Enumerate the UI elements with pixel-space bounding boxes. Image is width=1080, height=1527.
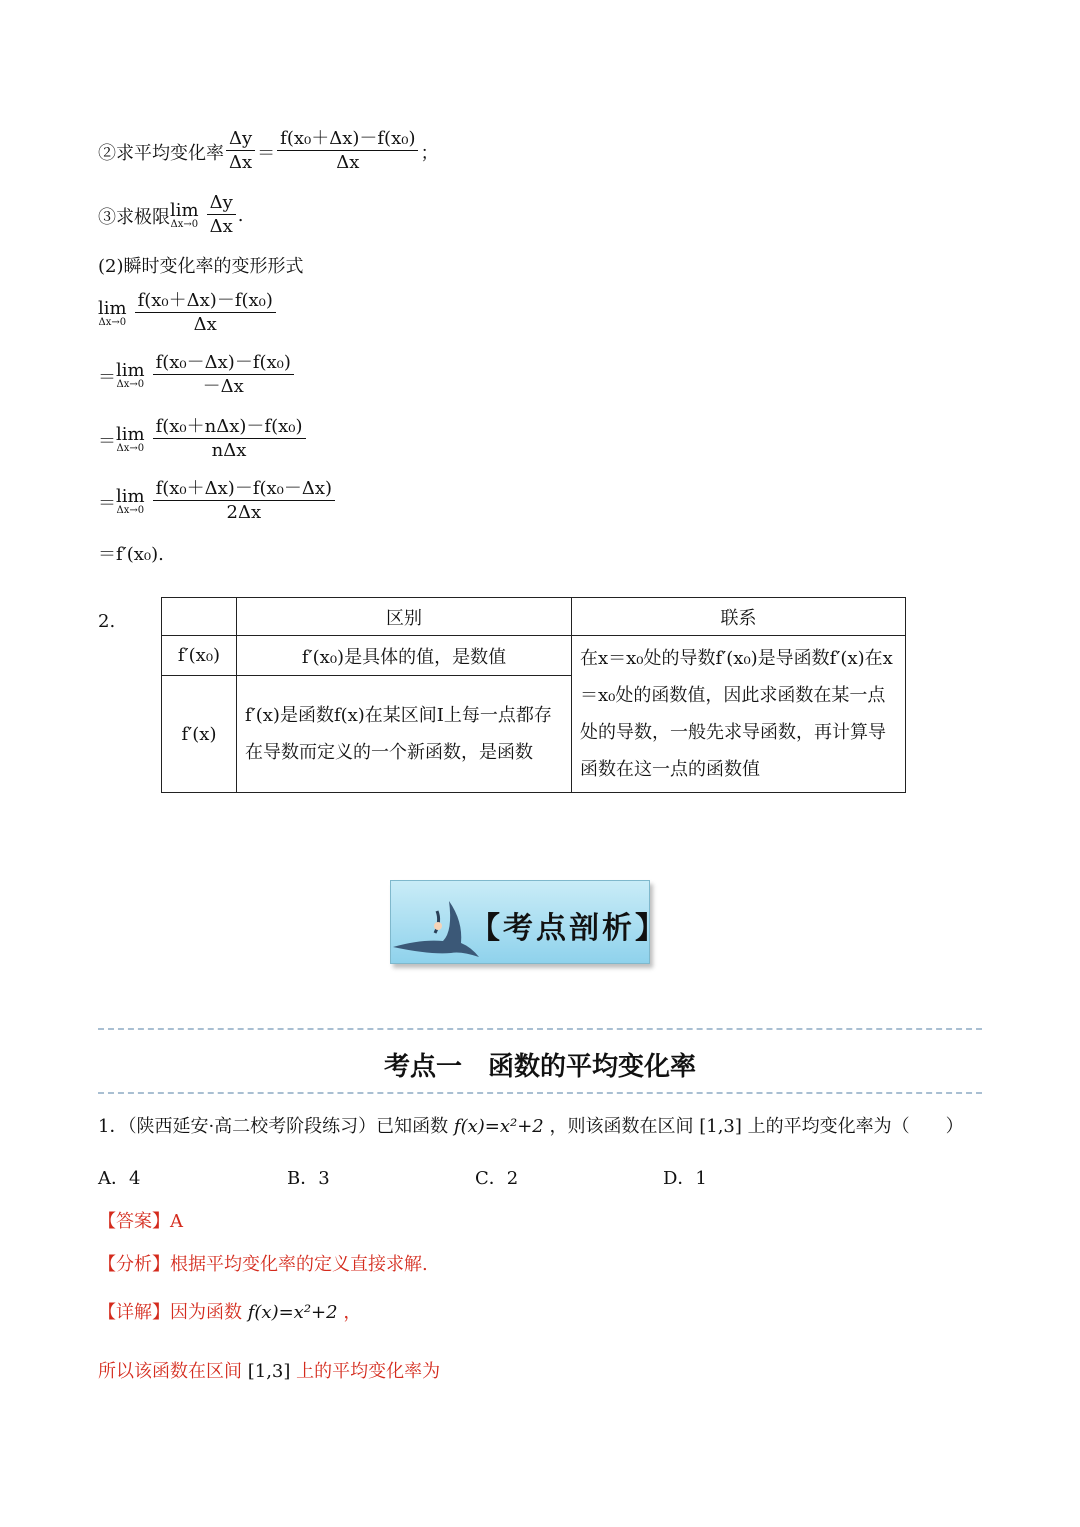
item-number: 2.	[98, 611, 116, 632]
option-a[interactable]: A．4	[98, 1168, 141, 1189]
option-d[interactable]: D．1	[663, 1168, 707, 1189]
swordfish-icon	[391, 881, 481, 963]
function-expression: f(x)=x²+2	[453, 1116, 544, 1137]
subsection-title: (2)瞬时变化率的变形形式	[98, 256, 304, 277]
option-b[interactable]: B．3	[287, 1168, 330, 1189]
limit-symbol: lim Δx→0	[116, 485, 145, 516]
step3-label: ③求极限	[98, 206, 170, 228]
function-expression: f(x)=x²+2	[247, 1302, 338, 1323]
step2-line: ②求平均变化率 $\frac{\Delta y}{\Delta x}$ ＝ $\frac{\text{f(x₀＋Δx)－f(x₀)}}{\Delta x}$ ；	[98, 128, 439, 173]
limit-fraction: $\frac{\Delta y}{\Delta x}$	[207, 192, 236, 239]
interval: [1,3]	[699, 1116, 742, 1137]
conclusion-line: 所以该函数在区间 [1,3] 上的平均变化率为	[98, 1361, 441, 1382]
analysis-line: 【分析】根据平均变化率的定义直接求解.	[98, 1254, 428, 1275]
limit-symbol: lim Δx→0	[170, 199, 199, 230]
limit-form-4: ＝ lim Δx→0 $\frac{\text{f(x₀＋Δx)－f(x₀－Δx)}}{2\Delta x}$	[98, 478, 337, 525]
step3-line: ③求极限 lim Δx→0 $\frac{\Delta y}{\Delta x}$ .	[98, 192, 244, 237]
step2-label: ②求平均变化率	[98, 142, 224, 164]
table-corner-cell	[162, 598, 237, 636]
limit-symbol: lim Δx→0	[116, 359, 145, 390]
row-diff-f-prime-x: f′(x)是函数f(x)在某区间I上每一点都存在导数而定义的一个新函数，是函数	[237, 676, 572, 793]
dy-dx-fraction: $\frac{\Delta y}{\Delta x}$	[226, 128, 255, 175]
limit-form-3: ＝ lim Δx→0 $\frac{\text{f(x₀＋nΔx)－f(x₀)}}{\text{nΔx}}$	[98, 416, 308, 463]
limit-form-1-fraction: $\frac{\text{f(x₀＋Δx)－f(x₀)}}{\Delta x}$	[135, 290, 276, 337]
section-title: 考点一 函数的平均变化率	[383, 1052, 696, 1082]
row-diff-f-prime-x0: f′(x₀)是具体的值，是数值	[237, 636, 572, 676]
table-header-difference: 区别	[237, 598, 572, 636]
limit-form-1	[98, 290, 278, 337]
comparison-table	[161, 597, 906, 793]
option-c[interactable]: C．2	[475, 1168, 519, 1189]
derivative-result: ＝f′(x₀).	[98, 544, 164, 565]
avg-rate-fraction: $\frac{\text{f(x₀＋Δx)－f(x₀)}}{\Delta x}$	[277, 128, 418, 175]
limit-form-2-fraction: $\frac{\text{f(x₀－Δx)－f(x₀)}}{-\Delta x}$	[153, 352, 294, 399]
interval: [1,3]	[247, 1361, 291, 1382]
relation-cell: 在x＝x₀处的导数f′(x₀)是导函数f′(x)在x＝x₀处的函数值，因此求函数在某一点处的导数，一般先求导函数，再计算导函数在这一点的函数值	[572, 636, 906, 793]
banner-title: 【考点剖析】	[470, 911, 668, 946]
divider-bottom	[98, 1092, 982, 1094]
detail-line: 【详解】因为函数 f(x)=x²+2 ，	[98, 1302, 362, 1323]
answer-line: 【答案】A	[98, 1211, 183, 1232]
limit-symbol: lim Δx→0	[116, 423, 145, 454]
limit-form-4-fraction: $\frac{\text{f(x₀＋Δx)－f(x₀－Δx)}}{2\Delta x}$	[153, 478, 335, 525]
question-stem: 1．（陕西延安·高二校考阶段练习）已知函数 f(x)=x²+2 ，则该函数在区间 [1,3] 上的平均变化率为（ ）	[98, 1116, 964, 1137]
table-header-relation: 联系	[572, 598, 906, 636]
row-label-f-prime-x: f′(x)	[162, 676, 237, 793]
row-label-f-prime-x0: f′(x₀)	[162, 636, 237, 676]
limit-form-2: ＝ lim Δx→0 $\frac{\text{f(x₀－Δx)－f(x₀)}}{-\Delta x}$	[98, 352, 296, 399]
limit-symbol: lim Δx→0	[98, 297, 127, 328]
divider-top	[98, 1028, 982, 1030]
limit-form-3-fraction: $\frac{\text{f(x₀＋nΔx)－f(x₀)}}{\text{nΔx}}$	[153, 416, 306, 463]
